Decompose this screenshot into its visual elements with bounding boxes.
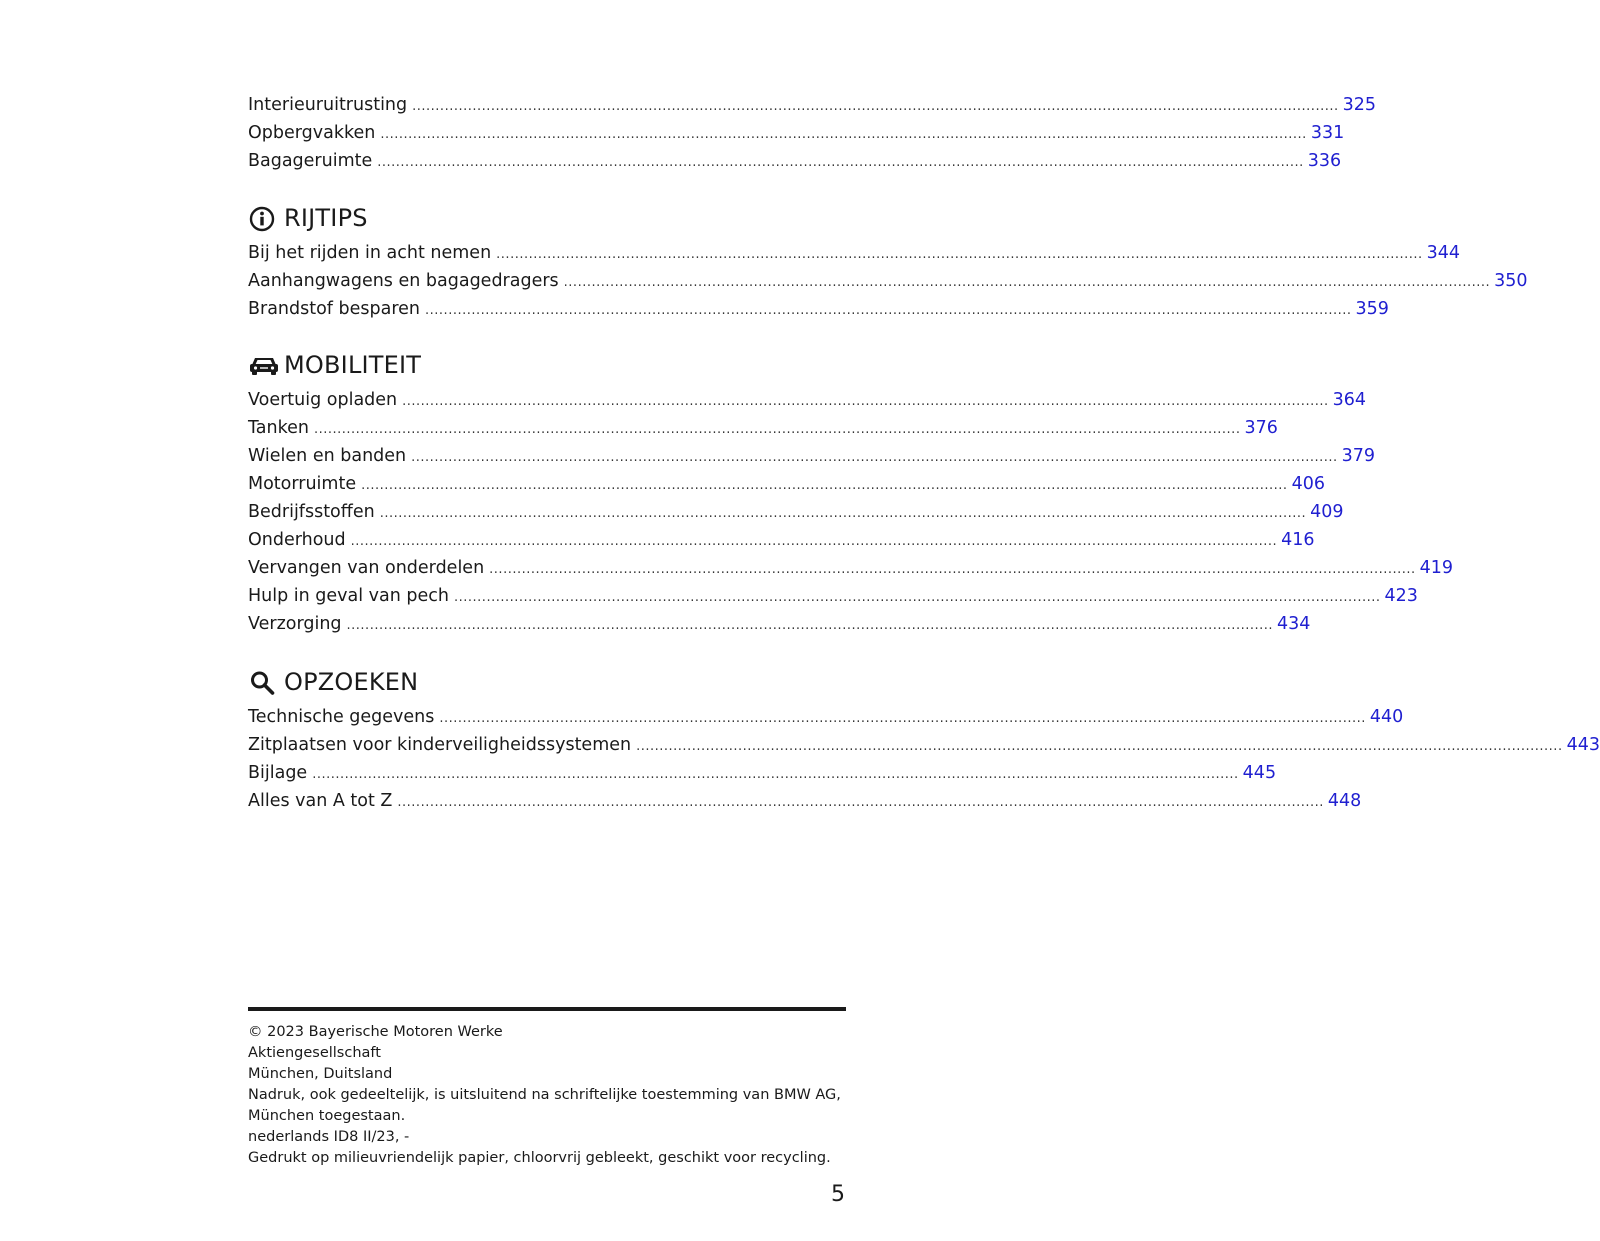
toc-entry-page[interactable]: 423 — [1384, 586, 1418, 606]
toc-entry-page[interactable]: 443 — [1566, 735, 1600, 755]
toc-entry-page[interactable]: 364 — [1332, 390, 1367, 410]
toc-entry-title: Bagageruimte — [248, 151, 373, 171]
toc-section-mobiliteit — [248, 350, 1454, 638]
toc-leader-dots: ........................................................................................................................................................................................................ — [377, 155, 1304, 170]
imprint-line: Aktiengesellschaft — [248, 1045, 381, 1061]
toc-entry-page[interactable]: 409 — [1310, 502, 1344, 522]
section-title: OPZOEKEN — [284, 668, 419, 696]
toc-entry-title: Motorruimte — [248, 474, 357, 494]
toc-leader-dots: ........................................................................................................................................................................................................ — [402, 394, 1329, 409]
toc-section-opzoeken — [248, 667, 1600, 815]
toc-entry[interactable] — [248, 119, 1345, 147]
toc-leader-dots: ........................................................................................................................................................................................................ — [563, 275, 1491, 290]
toc-entry-title: Opbergvakken — [248, 123, 376, 143]
imprint-line: Nadruk, ook gedeeltelijk, is uitsluitend na schriftelijke toestemming van BMW AG, — [248, 1087, 841, 1103]
toc-entry-page[interactable]: 376 — [1244, 418, 1278, 438]
toc-entry-page[interactable]: 350 — [1494, 271, 1528, 291]
toc-leader-dots: ........................................................................................................................................................................................................ — [489, 562, 1416, 577]
toc-entry-title: Bedrijfsstoffen — [248, 502, 375, 522]
footer-divider — [248, 1007, 846, 1011]
toc-entry-title: Technische gegevens — [248, 707, 435, 727]
toc-entry-title: Zitplaatsen voor kinderveiligheidssystemen — [248, 735, 632, 755]
imprint-line: München, Duitsland — [248, 1066, 393, 1082]
car-icon — [248, 350, 284, 380]
toc-leader-dots: ........................................................................................................................................................................................................ — [350, 534, 1278, 549]
toc-entry[interactable] — [248, 731, 1600, 759]
toc-entry-title: Alles van A tot Z — [248, 791, 393, 811]
page-number: 5 — [831, 1182, 845, 1207]
section-title: RIJTIPS — [284, 204, 368, 232]
toc-entry[interactable] — [248, 414, 1278, 442]
toc-entry-page[interactable]: 359 — [1355, 299, 1389, 319]
toc-entry-page[interactable]: 416 — [1281, 530, 1315, 550]
toc-entry-title: Tanken — [248, 418, 309, 438]
toc-entry-page[interactable]: 325 — [1342, 95, 1377, 115]
toc-entry[interactable] — [248, 498, 1344, 526]
toc-entry-title: Aanhangwagens en bagagedragers — [248, 271, 559, 291]
imprint-line: München toegestaan. — [248, 1108, 406, 1124]
toc-entry[interactable] — [248, 91, 1377, 119]
toc-entry-title: Bijlage — [248, 763, 308, 783]
toc-section-rijtips — [248, 203, 1528, 323]
toc-entry[interactable] — [248, 582, 1418, 610]
toc-entry-page[interactable]: 419 — [1419, 558, 1454, 578]
section-heading — [248, 350, 845, 380]
toc-leader-dots: ........................................................................................................................................................................................................ — [397, 795, 1324, 810]
toc-entry-title: Onderhoud — [248, 530, 346, 550]
imprint-line: © 2023 Bayerische Motoren Werke — [248, 1024, 503, 1040]
toc-entry-page[interactable]: 434 — [1277, 614, 1311, 634]
toc-leader-dots: ........................................................................................................................................................................................................ — [496, 247, 1423, 262]
toc-entry-title: Bij het rijden in acht nemen — [248, 243, 492, 263]
section-heading — [248, 667, 845, 697]
imprint — [248, 1022, 848, 1169]
toc-entry-page[interactable]: 336 — [1307, 151, 1342, 171]
toc-group-continued — [248, 91, 1377, 175]
toc-entry-title: Wielen en banden — [248, 446, 407, 466]
toc-entry[interactable] — [248, 267, 1528, 295]
toc-entry[interactable] — [248, 703, 1404, 731]
imprint-line: Gedrukt op milieuvriendelijk papier, chloorvrij gebleekt, geschikt voor recycling. — [248, 1150, 831, 1166]
toc-leader-dots: ........................................................................................................................................................................................................ — [313, 422, 1241, 437]
toc-entry-title: Voertuig opladen — [248, 390, 398, 410]
toc-entry-title: Hulp in geval van pech — [248, 586, 450, 606]
toc-leader-dots: ........................................................................................................................................................................................................ — [425, 303, 1352, 318]
toc-entry-page[interactable]: 440 — [1369, 707, 1404, 727]
toc-leader-dots: ........................................................................................................................................................................................................ — [380, 127, 1307, 142]
toc-leader-dots: ........................................................................................................................................................................................................ — [379, 506, 1307, 521]
toc-leader-dots: ........................................................................................................................................................................................................ — [439, 711, 1366, 726]
toc-entry-page[interactable]: 331 — [1310, 123, 1345, 143]
toc-leader-dots: ........................................................................................................................................................................................................ — [454, 590, 1381, 605]
toc-entry[interactable] — [248, 554, 1454, 582]
toc-entry[interactable] — [248, 147, 1342, 175]
section-heading — [248, 203, 845, 233]
toc-leader-dots: ........................................................................................................................................................................................................ — [411, 450, 1338, 465]
toc-entry[interactable] — [248, 386, 1367, 414]
info-icon — [248, 203, 284, 233]
toc-leader-dots: ........................................................................................................................................................................................................ — [361, 478, 1288, 493]
search-icon — [248, 667, 284, 697]
toc-entry-page[interactable]: 379 — [1341, 446, 1376, 466]
toc-entry[interactable] — [248, 759, 1277, 787]
toc-entry[interactable] — [248, 610, 1311, 638]
toc-entry-page[interactable]: 448 — [1327, 791, 1362, 811]
toc-entry[interactable] — [248, 526, 1315, 554]
toc-entry[interactable] — [248, 295, 1389, 323]
toc-entry[interactable] — [248, 442, 1376, 470]
toc-entry[interactable] — [248, 239, 1461, 267]
toc-leader-dots: ........................................................................................................................................................................................................ — [636, 739, 1563, 754]
toc-entry-page[interactable]: 445 — [1242, 763, 1277, 783]
toc-leader-dots: ........................................................................................................................................................................................................ — [346, 618, 1273, 633]
toc-entry-title: Verzorging — [248, 614, 342, 634]
toc-entry[interactable] — [248, 470, 1325, 498]
section-title: MOBILITEIT — [284, 351, 422, 379]
toc-entry-title: Vervangen van onderdelen — [248, 558, 485, 578]
toc-entry-page[interactable]: 344 — [1426, 243, 1461, 263]
toc-entry-page[interactable]: 406 — [1291, 474, 1325, 494]
toc-leader-dots: ........................................................................................................................................................................................................ — [312, 767, 1239, 782]
imprint-line: nederlands ID8 II/23, - — [248, 1129, 410, 1145]
toc-entry-title: Brandstof besparen — [248, 299, 421, 319]
toc-entry[interactable] — [248, 787, 1362, 815]
toc-entry-title: Interieuruitrusting — [248, 95, 408, 115]
toc-leader-dots: ........................................................................................................................................................................................................ — [412, 99, 1339, 114]
